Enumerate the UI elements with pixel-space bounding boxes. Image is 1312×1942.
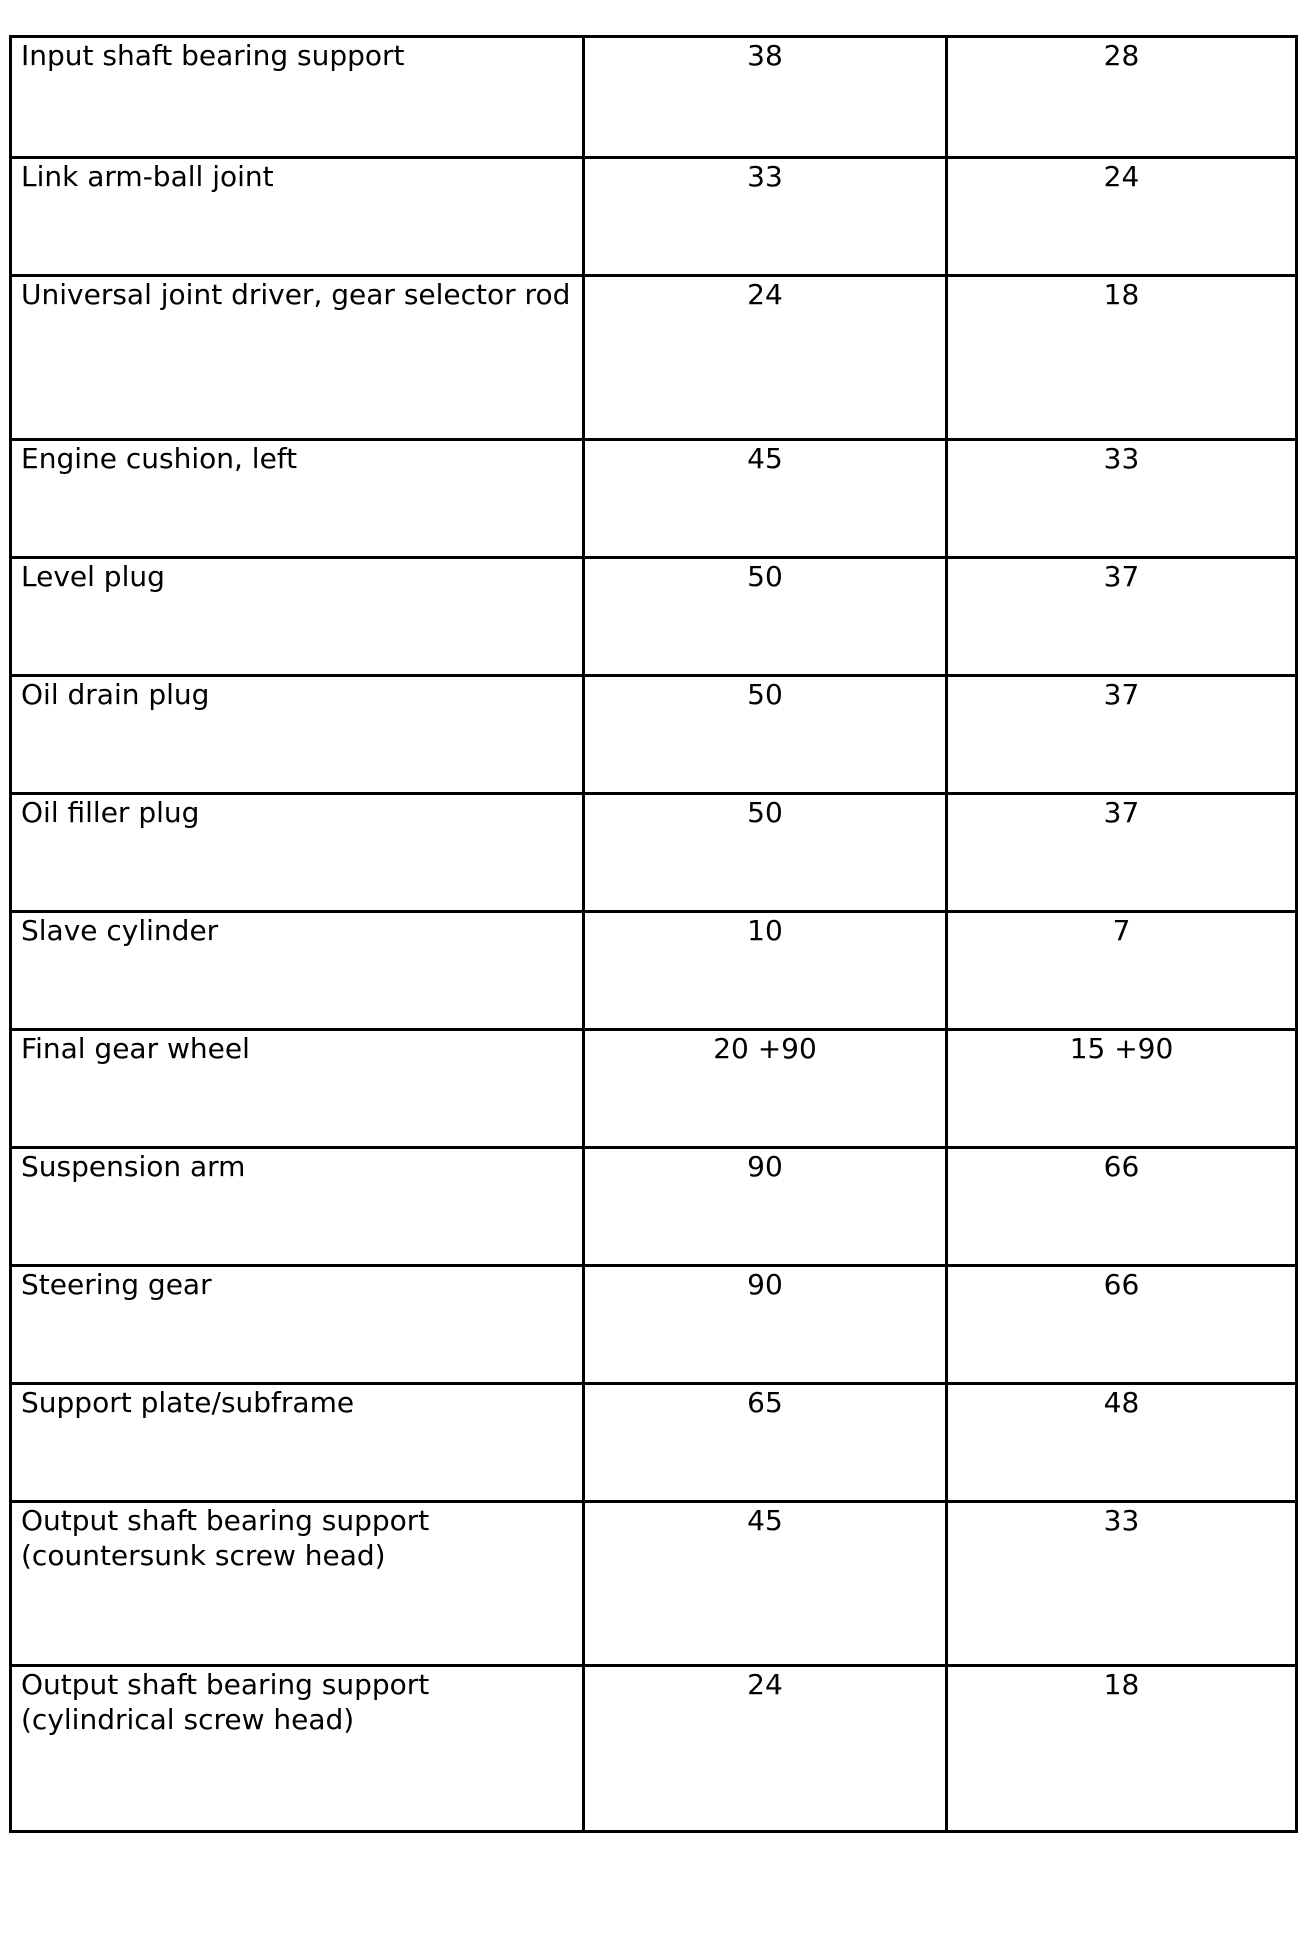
part-name-cell — [11, 912, 584, 1030]
torque-ftlb-cell — [947, 558, 1297, 676]
torque-nm: 24 — [747, 278, 783, 311]
part-name-cell — [11, 440, 584, 558]
torque-ftlb-cell — [947, 676, 1297, 794]
torque-ftlb-cell — [947, 440, 1297, 558]
torque-nm-cell — [584, 1266, 947, 1384]
part-name-cell — [11, 794, 584, 912]
table-row — [11, 1266, 1297, 1384]
table-row — [11, 158, 1297, 276]
part-name: Final gear wheel — [21, 1032, 250, 1065]
part-name-cell — [11, 1148, 584, 1266]
part-name-cell — [11, 1666, 584, 1832]
torque-nm: 50 — [747, 678, 783, 711]
table-row — [11, 794, 1297, 912]
torque-ftlb-cell — [947, 1384, 1297, 1502]
part-name: Support plate/subframe — [21, 1386, 355, 1419]
torque-ftlb-cell — [947, 158, 1297, 276]
part-name-cell — [11, 1502, 584, 1666]
torque-ftlb-cell — [947, 37, 1297, 158]
torque-table — [9, 35, 1298, 1833]
torque-nm: 45 — [747, 1504, 783, 1537]
part-name: Universal joint driver, gear selector rod — [21, 278, 571, 311]
torque-nm: 33 — [747, 160, 783, 193]
table-row — [11, 1148, 1297, 1266]
torque-nm: 50 — [747, 560, 783, 593]
torque-ftlb-cell — [947, 794, 1297, 912]
part-name: Output shaft bearing support (cylindrical screw head) — [21, 1668, 430, 1736]
torque-ftlb: 48 — [1103, 1386, 1140, 1419]
torque-ftlb: 37 — [1103, 560, 1140, 593]
torque-nm: 50 — [747, 796, 783, 829]
torque-nm: 20 +90 — [713, 1032, 817, 1065]
torque-ftlb-cell — [947, 1666, 1297, 1832]
torque-nm: 45 — [747, 442, 783, 475]
torque-ftlb: 15 +90 — [1069, 1032, 1174, 1065]
torque-nm-cell — [584, 1030, 947, 1148]
part-name-cell — [11, 676, 584, 794]
table-row — [11, 276, 1297, 440]
part-name-cell — [11, 158, 584, 276]
torque-ftlb: 37 — [1103, 796, 1140, 829]
torque-nm: 90 — [747, 1268, 783, 1301]
part-name: Input shaft bearing support — [21, 39, 405, 72]
torque-ftlb: 28 — [1103, 39, 1140, 72]
part-name-cell — [11, 558, 584, 676]
torque-nm-cell — [584, 1148, 947, 1266]
part-name: Steering gear — [21, 1268, 212, 1301]
table-row — [11, 676, 1297, 794]
torque-ftlb: 37 — [1103, 678, 1140, 711]
torque-nm: 65 — [747, 1386, 783, 1419]
torque-ftlb-cell — [947, 276, 1297, 440]
table-row — [11, 1502, 1297, 1666]
torque-ftlb-cell — [947, 1502, 1297, 1666]
torque-nm: 90 — [747, 1150, 783, 1183]
torque-ftlb-cell — [947, 1266, 1297, 1384]
part-name: Link arm-ball joint — [21, 160, 274, 193]
torque-ftlb-cell — [947, 1148, 1297, 1266]
part-name-cell — [11, 276, 584, 440]
torque-nm: 10 — [747, 914, 783, 947]
part-name: Oil filler plug — [21, 796, 200, 829]
torque-nm-cell — [584, 1384, 947, 1502]
torque-ftlb: 18 — [1103, 278, 1140, 311]
torque-nm-cell — [584, 794, 947, 912]
torque-ftlb-cell — [947, 1030, 1297, 1148]
torque-nm-cell — [584, 1502, 947, 1666]
table-row — [11, 1666, 1297, 1832]
part-name: Output shaft bearing support (countersunk screw head) — [21, 1504, 430, 1572]
torque-nm: 38 — [747, 39, 783, 72]
torque-ftlb: 18 — [1103, 1668, 1140, 1701]
torque-nm-cell — [584, 37, 947, 158]
torque-ftlb: 7 — [1112, 914, 1131, 947]
part-name: Level plug — [21, 560, 165, 593]
part-name: Slave cylinder — [21, 914, 219, 947]
torque-nm-cell — [584, 558, 947, 676]
part-name-cell — [11, 37, 584, 158]
torque-nm-cell — [584, 912, 947, 1030]
torque-table-body — [11, 37, 1297, 1832]
torque-nm-cell — [584, 440, 947, 558]
torque-ftlb: 33 — [1103, 442, 1140, 475]
table-row — [11, 558, 1297, 676]
table-row — [11, 1030, 1297, 1148]
part-name: Oil drain plug — [21, 678, 210, 711]
torque-ftlb-cell — [947, 912, 1297, 1030]
part-name-cell — [11, 1384, 584, 1502]
torque-nm: 24 — [747, 1668, 783, 1701]
part-name: Engine cushion, left — [21, 442, 298, 475]
table-row — [11, 1384, 1297, 1502]
torque-nm-cell — [584, 276, 947, 440]
table-row — [11, 912, 1297, 1030]
torque-ftlb: 66 — [1103, 1268, 1140, 1301]
torque-nm-cell — [584, 158, 947, 276]
table-row — [11, 440, 1297, 558]
torque-ftlb: 66 — [1103, 1150, 1140, 1183]
table-row — [11, 37, 1297, 158]
part-name-cell — [11, 1266, 584, 1384]
part-name-cell — [11, 1030, 584, 1148]
part-name: Suspension arm — [21, 1150, 246, 1183]
torque-ftlb: 33 — [1103, 1504, 1140, 1537]
torque-ftlb: 24 — [1103, 160, 1140, 193]
torque-nm-cell — [584, 1666, 947, 1832]
torque-nm-cell — [584, 676, 947, 794]
